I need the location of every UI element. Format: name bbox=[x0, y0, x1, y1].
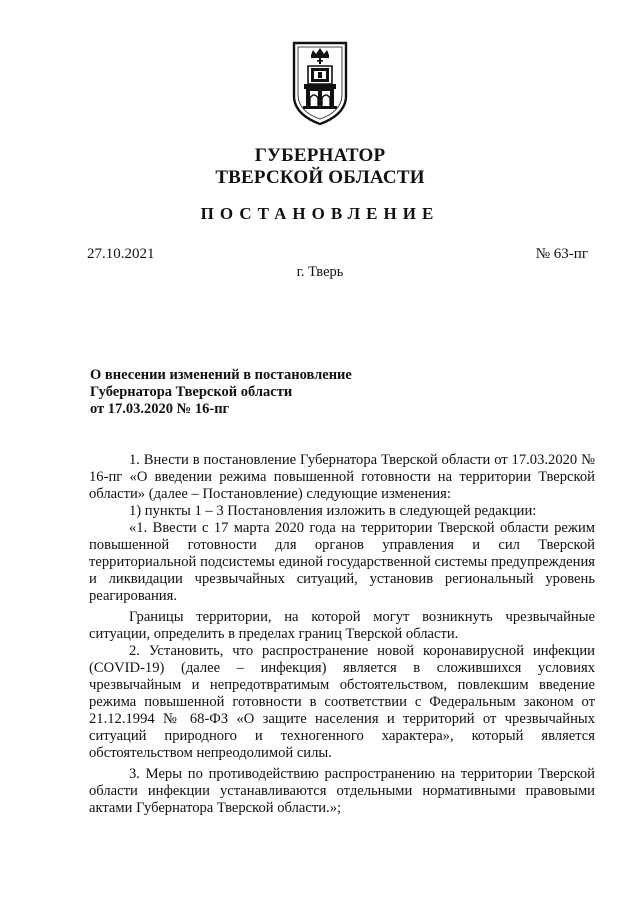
body-paragraph: 1. Внести в постановление Губернатора Тверской области от 17.03.2020 № 16-пг «О введении режима повышенной готовности на территории Тверской области» (далее – Постановление) следующие изменения: bbox=[89, 452, 595, 502]
document-type-title: ПОСТАНОВЛЕНИЕ bbox=[200, 204, 440, 223]
subject-line: О внесении изменений в постановление bbox=[90, 367, 352, 383]
coat-of-arms-icon bbox=[291, 40, 349, 126]
authority-title-line1: ГУБЕРНАТОР bbox=[254, 145, 386, 166]
body-paragraph: 2. Установить, что распространение новой коронавирусной инфекции (COVID-19) (далее – инфекция) является в сложившихся условиях чрезвычайным и непредотвратимым обстоятельством, повлекшим введение режима повышенной готовности в соответствии с Федеральным законом от 21.12.1994 № 68-ФЗ «О защите населения и территорий от чрезвычайных ситуаций природного и техногенного характера», который является обстоятельством непреодолимой силы. bbox=[89, 643, 595, 761]
subject-line: Губернатора Тверской области bbox=[90, 384, 293, 400]
authority-title-line2: ТВЕРСКОЙ ОБЛАСТИ bbox=[215, 167, 425, 188]
document-body bbox=[89, 452, 595, 817]
body-paragraph: «1. Ввести с 17 марта 2020 года на территории Тверской области режим повышенной готовности для органов управления и сил Тверской территориальной подсистемы единой государственной системы предупреждения и ликвидации чрезвычайных ситуаций, установив региональный уровень реагирования. bbox=[89, 520, 595, 604]
document-date: 27.10.2021 bbox=[87, 246, 155, 262]
document-subject bbox=[90, 367, 410, 418]
document-city: г. Тверь bbox=[296, 264, 344, 280]
body-paragraph: 1) пункты 1 – 3 Постановления изложить в следующей редакции: bbox=[129, 503, 537, 519]
body-paragraph: 3. Меры по противодействию распространению на территории Тверской области инфекции устанавливаются отдельными нормативными правовыми актами Губернатора Тверской области.»; bbox=[89, 766, 595, 816]
subject-line: от 17.03.2020 № 16-пг bbox=[90, 401, 230, 417]
body-paragraph: Границы территории, на которой могут возникнуть чрезвычайные ситуации, определить в пределах границ Тверской области. bbox=[89, 609, 595, 642]
document-number: № 63-пг bbox=[535, 246, 588, 262]
